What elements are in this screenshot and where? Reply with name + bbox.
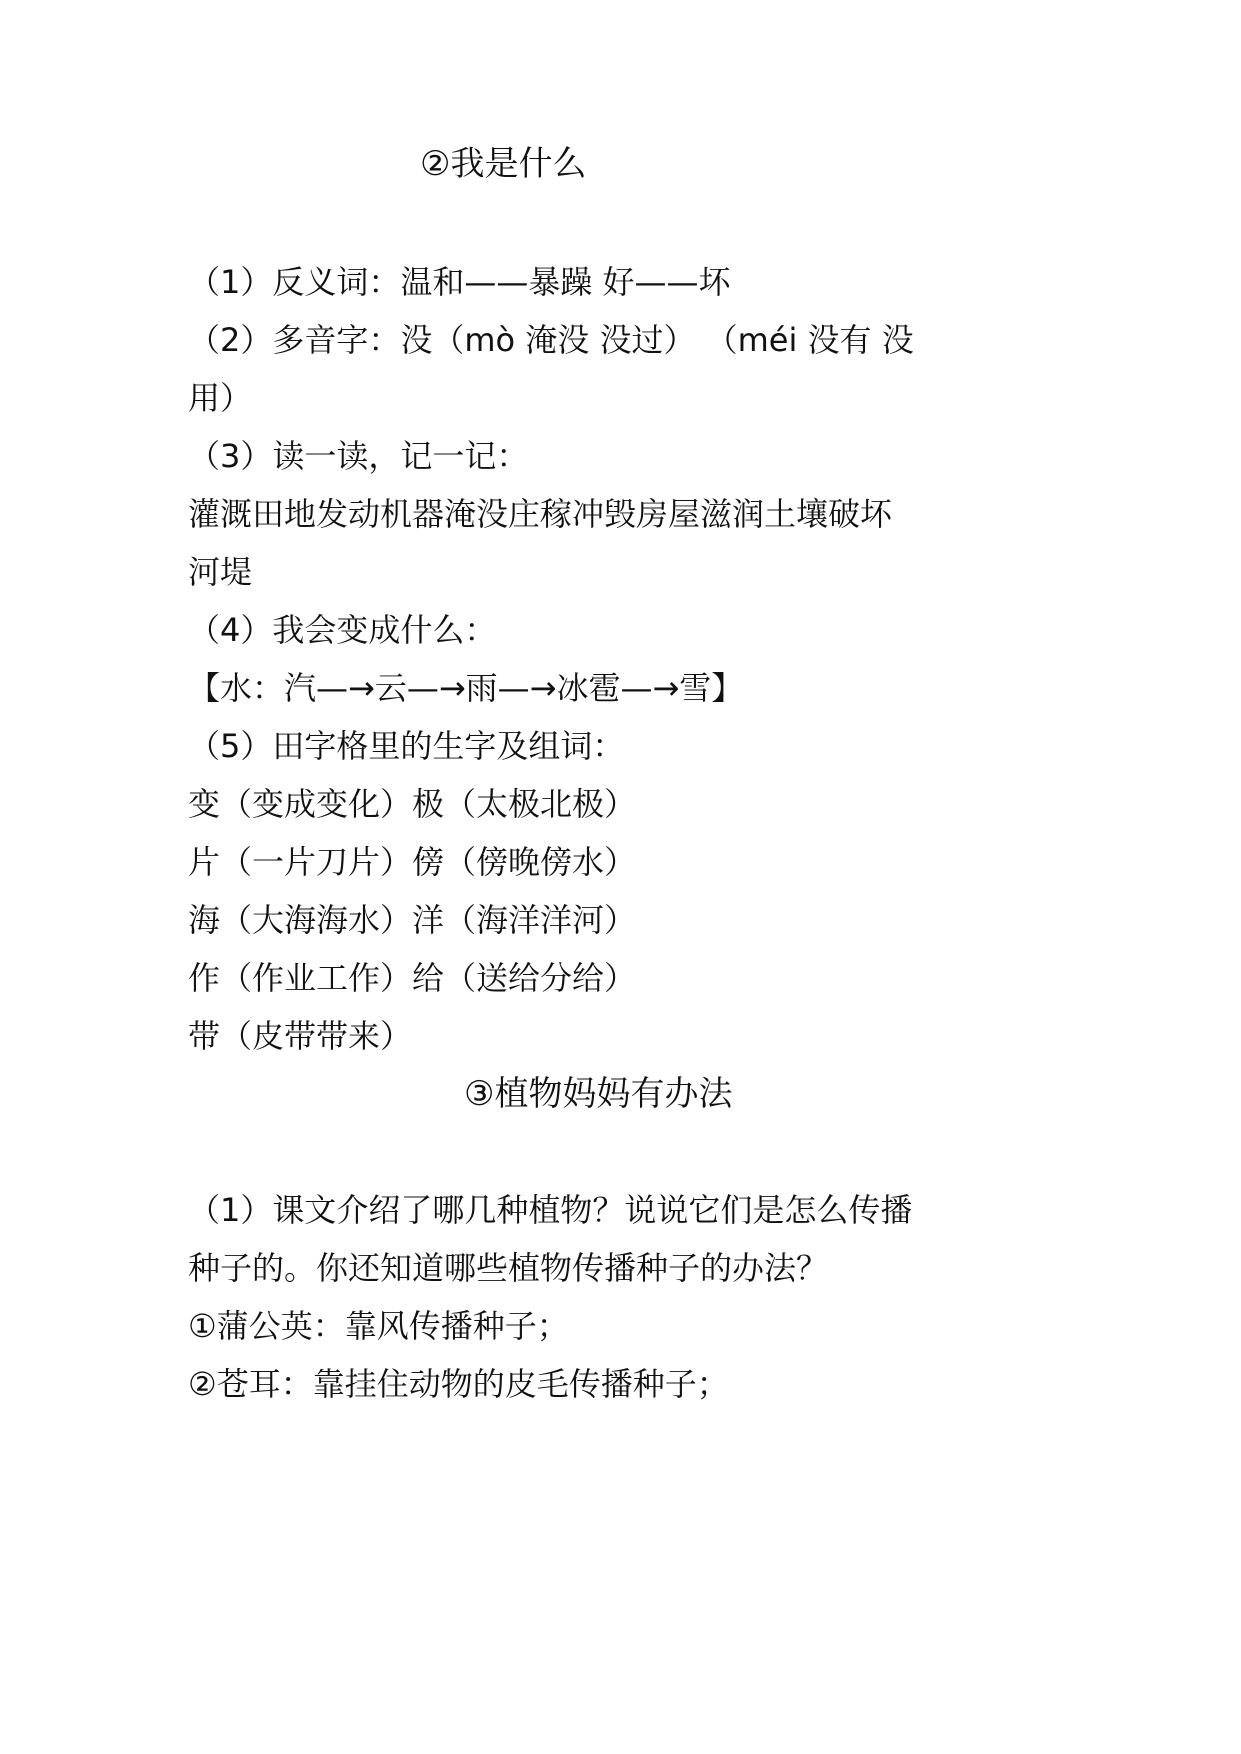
text-line: 片（一片刀片）傍（傍晚傍水）: [188, 843, 637, 881]
text-line: （1）课文介绍了哪几种植物？说说它们是怎么传播: [188, 1191, 913, 1229]
text-line: （4）我会变成什么：: [188, 611, 497, 649]
text-line: 河堤: [188, 553, 253, 591]
text-line: 海（大海海水）洋（海洋洋河）: [188, 901, 637, 939]
text-line: （2）多音字：没（mò 淹没 没过） （méi 没有 没: [188, 321, 914, 359]
section-title-wo-shi-shenme: ②我是什么: [420, 144, 587, 184]
section-title-zhiwu-mama: ③植物妈妈有办法: [464, 1074, 733, 1114]
text-line: ①蒲公英：靠风传播种子；: [188, 1307, 569, 1345]
text-line: （1）反义词：温和——暴躁 好——坏: [188, 263, 731, 301]
text-line: 作（作业工作）给（送给分给）: [188, 959, 637, 997]
text-line: 灌溉田地发动机器淹没庄稼冲毁房屋滋润土壤破坏: [188, 495, 893, 533]
text-line: 种子的。你还知道哪些植物传播种子的办法？: [188, 1249, 829, 1287]
text-line: 变（变成变化）极（太极北极）: [188, 785, 637, 823]
text-line: ②苍耳：靠挂住动物的皮毛传播种子；: [188, 1365, 729, 1403]
text-line: 用）: [188, 379, 253, 417]
text-line: （3）读一读，记一记：: [188, 437, 529, 475]
text-line: 【水：汽—→云—→雨—→冰雹—→雪】: [188, 669, 744, 707]
text-line: （5）田字格里的生字及组词：: [188, 727, 625, 765]
text-line: 带（皮带带来）: [188, 1017, 413, 1055]
